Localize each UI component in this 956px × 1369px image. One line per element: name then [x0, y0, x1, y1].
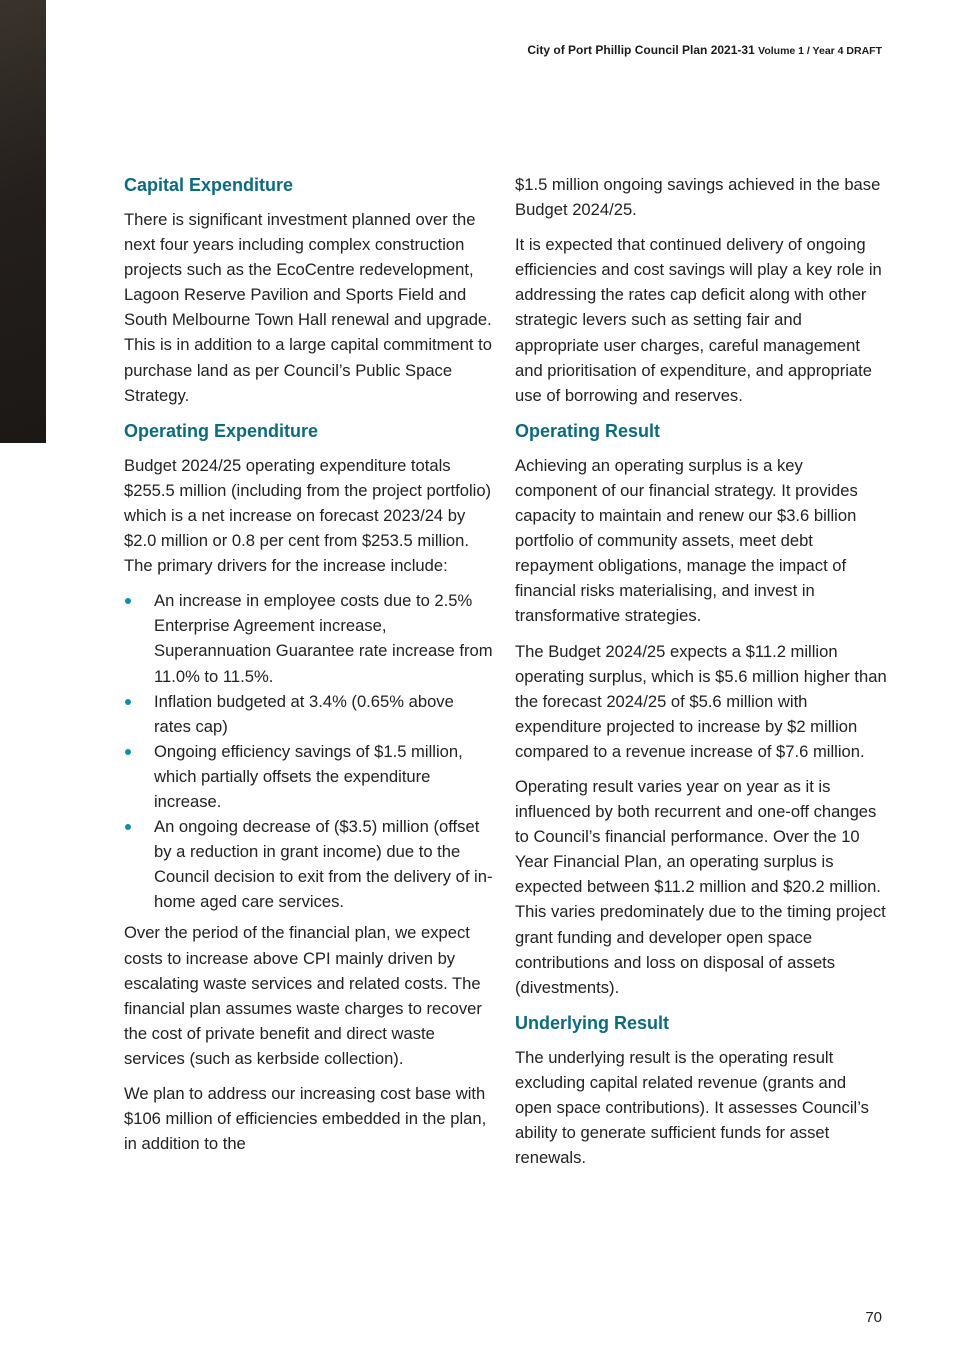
list-item: [124, 739, 494, 814]
list-item-text: Ongoing efficiency savings of $1.5 million, which partially offsets the expenditure increase.: [154, 741, 463, 811]
list-item: [124, 588, 494, 688]
left-column: [124, 172, 494, 1166]
bullet-icon: [125, 699, 131, 705]
bullet-icon: [125, 749, 131, 755]
operating-result-paragraph-2: The Budget 2024/25 expects a $11.2 million operating surplus, which is $5.6 million higher than the forecast 2024/25 of $5.6 million with expenditure projected to increase by $2 million compared to a revenue increase of $7.6 million.: [515, 641, 887, 761]
financial-plan-period-paragraph: Over the period of the financial plan, we expect costs to increase above CPI mainly driven by escalating waste services and related costs. The financial plan assumes waste charges to recover the cost of private benefit and direct waste services (such as kerbside collection).: [124, 923, 482, 1068]
efficiencies-paragraph: We plan to address our increasing cost base with $106 million of efficiencies embedded in the plan, in addition to the: [124, 1084, 487, 1154]
list-item: [124, 814, 494, 914]
list-item-text: Inflation budgeted at 3.4% (0.65% above rates cap): [154, 691, 454, 736]
header-subtitle: Volume 1 / Year 4 DRAFT: [758, 45, 882, 57]
operating-result-paragraph-1: Achieving an operating surplus is a key component of our financial strategy. It provides capacity to maintain and renew our $3.6 billion portfolio of community assets, meet debt repayment obligations, manage the impact of financial risks materialising, and invest in transformative strategies.: [515, 455, 858, 626]
page-header: [527, 43, 882, 57]
underlying-result-paragraph: The underlying result is the operating result excluding capital related revenue (grants and open space contributions). It assesses Council’s ability to generate sufficient funds for asset renewals.: [515, 1047, 869, 1168]
capital-expenditure-paragraph: There is significant investment planned over the next four years including complex construction projects such as the EcoCentre redevelopment, Lagoon Reserve Pavilion and Sports Field and South Melbourne Town Hall renewal and upgrade. This is in addition to a large capital commitment to purchase land as per Council’s Public Space Strategy.: [124, 210, 492, 405]
capital-expenditure-heading: Capital Expenditure: [124, 175, 294, 195]
list-item-text: An ongoing decrease of ($3.5) million (offset by a reduction in grant income) due to the Council decision to exit from the delivery of in-home aged care services.: [154, 817, 493, 912]
operating-result-heading: Operating Result: [515, 420, 661, 441]
expenditure-drivers-list: [124, 588, 494, 914]
list-item: [124, 689, 494, 739]
continued-paragraph: $1.5 million ongoing savings achieved in the base Budget 2024/25.: [515, 175, 881, 220]
underlying-result-heading: Underlying Result: [515, 1012, 670, 1033]
header-title: City of Port Phillip Council Plan 2021-31: [527, 43, 755, 57]
list-item-text: An increase in employee costs due to 2.5% Enterprise Agreement increase, Superannuation Guarantee rate increase from 11.0% to 11.5%.: [154, 591, 493, 686]
operating-expenditure-paragraph: Budget 2024/25 operating expenditure totals $255.5 million (including from the project portfolio) which is a net increase on forecast 2023/24 by $2.0 million or 0.8 per cent from $253.5 million. The primary drivers for the increase include:: [124, 455, 492, 576]
page-number: 70: [865, 1309, 882, 1326]
operating-result-paragraph-3: Operating result varies year on year as it is influenced by both recurrent and one-off changes to Council’s financial performance. Over the 10 Year Financial Plan, an operating surplus is expected between $11.2 million and $20.2 million. This varies predominately due to the timing project grant funding and developer open space contributions and loss on disposal of assets (divestments).: [515, 776, 886, 997]
efficiency-delivery-paragraph: It is expected that continued delivery of ongoing efficiencies and cost savings will play a key role in addressing the rates cap deficit along with other strategic levers such as setting fair and appropriate user charges, careful management and prioritisation of expenditure, and appropriate use of borrowing and reserves.: [515, 235, 882, 405]
right-column: [515, 172, 887, 1180]
bullet-icon: [125, 824, 131, 830]
bullet-icon: [125, 598, 131, 604]
operating-expenditure-heading: Operating Expenditure: [124, 420, 319, 441]
decorative-side-bar: [0, 0, 46, 443]
